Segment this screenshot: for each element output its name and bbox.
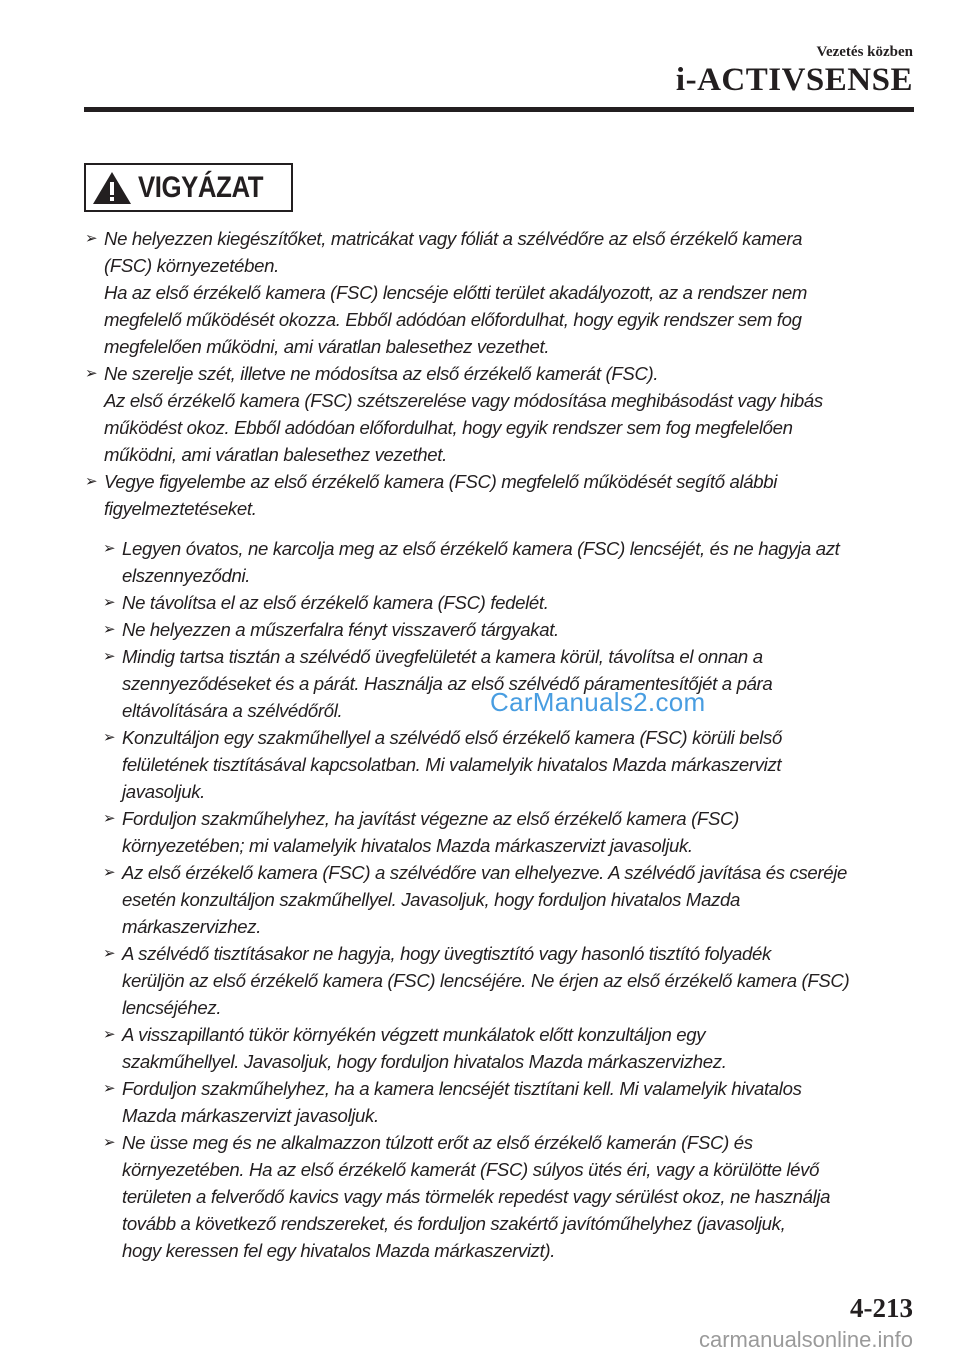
text-line: működni, ami váratlan balesethez vezethet. [104, 444, 447, 465]
sub-bullet-item [84, 859, 924, 940]
arrow-bullet-icon: ➢ [103, 1026, 116, 1043]
text-line: Ne távolítsa el az első érzékelő kamera (FSC) fedelét. [122, 592, 549, 613]
arrow-bullet-icon: ➢ [103, 648, 116, 665]
arrow-bullet-icon: ➢ [103, 621, 116, 638]
header-rule [84, 107, 914, 112]
text-line: Ne üsse meg és ne alkalmazzon túlzott erőt az első érzékelő kamerán (FSC) és [122, 1132, 753, 1153]
warning-triangle-icon [92, 171, 132, 205]
text-line: Az első érzékelő kamera (FSC) szétszerelése vagy módosítása meghibásodást vagy hibás [104, 390, 823, 411]
text-line: Vegye figyelembe az első érzékelő kamera (FSC) megfelelő működését segítő alábbi [104, 471, 778, 492]
text-line: kerüljön az első érzékelő kamera (FSC) lencséjére. Ne érjen az első érzékelő kamera (FSC) [122, 970, 850, 991]
text-line: Ne szerelje szét, illetve ne módosítsa az első érzékelő kamerát (FSC). [104, 363, 659, 384]
page-number: 4-213 [850, 1293, 913, 1323]
sub-bullet-item [84, 724, 924, 805]
bullet-item [84, 468, 924, 522]
text-line: Mindig tartsa tisztán a szélvédő üvegfelületét a kamera körül, távolítsa el onnan a [122, 646, 763, 667]
bullet-item [84, 360, 924, 468]
text-line: Mazda márkaszervizt javasoljuk. [122, 1105, 379, 1126]
text-line: (FSC) környezetében. [104, 255, 279, 276]
footer-watermark: carmanualsonline.info [698, 1327, 913, 1352]
text-line: felületének tisztításával kapcsolatban. Mi valamelyik hivatalos Mazda márkaszervizt [122, 754, 782, 775]
text-line: javasoljuk. [122, 781, 205, 802]
text-line: szakműhellyel. Javasoljuk, hogy forduljon hivatalos Mazda márkaszervizhez. [122, 1051, 727, 1072]
arrow-bullet-icon: ➢ [103, 1134, 116, 1151]
text-line: Ha az első érzékelő kamera (FSC) lencséje előtti terület akadályozott, az a rendszer nem [104, 282, 807, 303]
arrow-bullet-icon: ➢ [103, 540, 116, 557]
sub-bullet-item [84, 1075, 924, 1129]
text-line: márkaszervizhez. [122, 916, 262, 937]
arrow-bullet-icon: ➢ [85, 365, 98, 382]
text-line: Forduljon szakműhelyhez, ha a kamera lencséjét tisztítani kell. Mi valamelyik hivatalos [122, 1078, 802, 1099]
caution-list [84, 225, 924, 1264]
text-line: területen a felverődő kavics vagy más törmelék repedést vagy sérülést okoz, ne használja [122, 1186, 831, 1207]
arrow-bullet-icon: ➢ [103, 945, 116, 962]
text-line: Konzultáljon egy szakműhellyel a szélvédő első érzékelő kamera (FSC) körüli belső [122, 727, 782, 748]
text-line: Ne helyezzen kiegészítőket, matricákat vagy fóliát a szélvédőre az első érzékelő kamera [104, 228, 803, 249]
arrow-bullet-icon: ➢ [85, 230, 98, 247]
sub-bullet-item [84, 1129, 924, 1264]
text-line: hogy keressen fel egy hivatalos Mazda márkaszervizt). [122, 1240, 556, 1261]
warning-label: VIGYÁZAT [138, 170, 264, 204]
warning-box [84, 163, 293, 212]
text-line: működést okoz. Ebből adódóan előfordulhat, hogy egyik rendszer sem fog megfelelően [104, 417, 793, 438]
text-line: elszennyeződni. [122, 565, 251, 586]
sub-bullet-item [84, 616, 924, 643]
arrow-bullet-icon: ➢ [103, 594, 116, 611]
spacer [84, 522, 924, 535]
text-line: A szélvédő tisztításakor ne hagyja, hogy üvegtisztító vagy hasonló tisztító folyadék [122, 943, 771, 964]
sub-bullet-item [84, 805, 924, 859]
text-line: Forduljon szakműhelyhez, ha javítást végezne az első érzékelő kamera (FSC) [122, 808, 739, 829]
text-line: környezetében. Ha az első érzékelő kamerát (FSC) súlyos ütés éri, vagy a körülötte lévő [122, 1159, 820, 1180]
text-line: Legyen óvatos, ne karcolja meg az első érzékelő kamera (FSC) lencséjét, és ne hagyja azt [122, 538, 840, 559]
text-line: A visszapillantó tükör környékén végzett munkálatok előtt konzultáljon egy [122, 1024, 706, 1045]
text-line: eltávolítására a szélvédőről. [122, 700, 343, 721]
arrow-bullet-icon: ➢ [103, 729, 116, 746]
text-line: Ne helyezzen a műszerfalra fényt visszaverő tárgyakat. [122, 619, 559, 640]
sub-bullet-item [84, 1021, 924, 1075]
text-line: megfelelően működni, ami váratlan balesethez vezethet. [104, 336, 550, 357]
arrow-bullet-icon: ➢ [85, 473, 98, 490]
text-line: Az első érzékelő kamera (FSC) a szélvédőre van elhelyezve. A szélvédő javítása és cseréje [122, 862, 847, 883]
text-line: figyelmeztetéseket. [104, 498, 257, 519]
arrow-bullet-icon: ➢ [103, 810, 116, 827]
arrow-bullet-icon: ➢ [103, 1080, 116, 1097]
section-header: Vezetés közben [816, 44, 913, 60]
chapter-title: i-ACTIVSENSE [675, 62, 913, 98]
text-line: tovább a következő rendszereket, és forduljon szakértő javítóműhelyhez (javasoljuk, [122, 1213, 786, 1234]
text-line: esetén konzultáljon szakműhellyel. Javasoljuk, hogy forduljon hivatalos Mazda [122, 889, 740, 910]
arrow-bullet-icon: ➢ [103, 864, 116, 881]
sub-bullet-item [84, 940, 924, 1021]
sub-bullet-item [84, 535, 924, 589]
text-line: környezetében; mi valamelyik hivatalos Mazda márkaszervizt javasoljuk. [122, 835, 693, 856]
watermark: CarManuals2.com [490, 687, 706, 717]
text-line: szennyeződéseket és a párát. Használja az első szélvédő páramentesítőjét a pára [122, 673, 773, 694]
bullet-item [84, 225, 924, 360]
text-line: lencséjéhez. [122, 997, 222, 1018]
sub-bullet-item [84, 589, 924, 616]
text-line: megfelelő működését okozza. Ebből adódóan előfordulhat, hogy egyik rendszer sem fog [104, 309, 802, 330]
